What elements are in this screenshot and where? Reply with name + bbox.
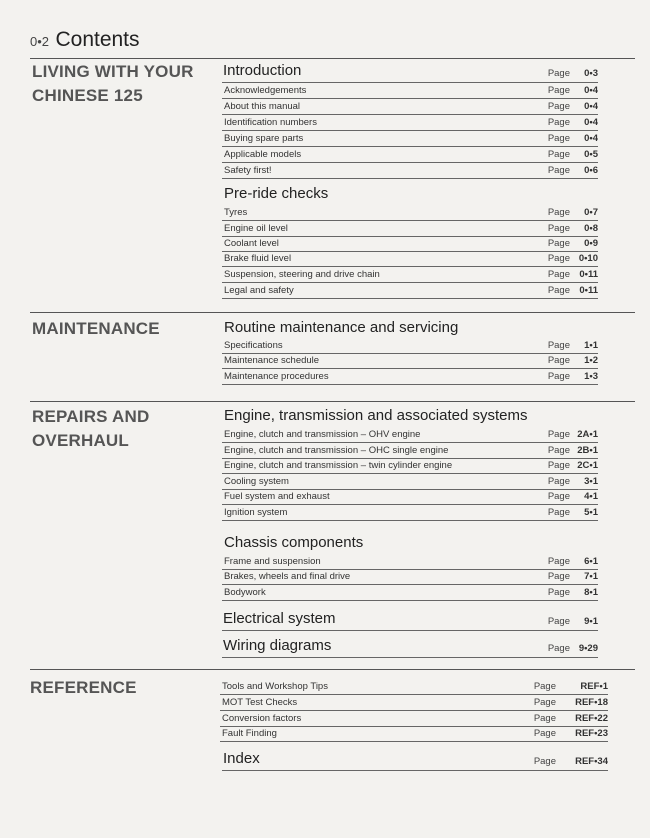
toc-entry[interactable] <box>222 131 598 147</box>
toc-entry[interactable] <box>222 369 598 385</box>
entry-label: Conversion factors <box>222 713 302 724</box>
wiring-diagrams-row[interactable] <box>222 637 598 658</box>
page-word: Page <box>547 445 570 456</box>
page-ref: 0•4 <box>584 133 598 144</box>
entry-label: Maintenance schedule <box>224 355 320 366</box>
page-word: Page <box>533 713 556 724</box>
toc-entry[interactable] <box>222 221 598 237</box>
page-word: Page <box>547 556 570 567</box>
page-ref: 0•3 <box>584 68 598 79</box>
page-word: Page <box>547 355 570 366</box>
page-ref: 0•11 <box>579 285 598 296</box>
page-ref: REF•34 <box>575 756 608 767</box>
electrical-system-title: Electrical system <box>223 610 336 627</box>
entry-label: Specifications <box>224 340 283 351</box>
introduction-row[interactable] <box>222 62 598 83</box>
page-word: Page <box>533 756 556 767</box>
page-ref: 2B•1 <box>577 445 598 456</box>
toc-entry[interactable] <box>222 458 598 474</box>
page-ref: 0•7 <box>584 207 598 218</box>
page-word: Page <box>547 207 570 218</box>
page-ref: 0•4 <box>584 117 598 128</box>
page-word: Page <box>547 429 570 440</box>
toc-entry[interactable] <box>222 83 598 99</box>
page-ref: 4•1 <box>584 491 598 502</box>
entry-label: Engine, clutch and transmission – OHV engine <box>224 429 421 440</box>
index-title: Index <box>223 750 260 767</box>
toc-entry[interactable] <box>222 554 598 570</box>
toc-entry[interactable] <box>220 726 608 742</box>
group-title-chassis: Chassis components <box>224 534 364 551</box>
page-word: Page <box>547 587 570 598</box>
entry-label: Buying spare parts <box>224 133 304 144</box>
page-ref: 2A•1 <box>577 429 598 440</box>
page-ref: REF•1 <box>580 681 608 692</box>
divider <box>30 58 635 59</box>
entry-label: Engine, clutch and transmission – twin cylinder engine <box>224 460 453 471</box>
toc-entry[interactable] <box>222 443 598 459</box>
page-ref: 9•29 <box>578 643 598 654</box>
page-ref: REF•23 <box>575 728 608 739</box>
page-ref: 8•1 <box>584 587 598 598</box>
page-ref: 1•2 <box>584 355 598 366</box>
page-ref: 0•8 <box>584 223 598 234</box>
page-ref: 3•1 <box>584 476 598 487</box>
page-ref: 1•3 <box>584 371 598 382</box>
entry-label: Fuel system and exhaust <box>224 491 330 502</box>
group-title-routine: Routine maintenance and servicing <box>224 319 459 336</box>
divider <box>30 669 635 670</box>
page-ref: 0•4 <box>584 101 598 112</box>
entry-label: Identification numbers <box>224 117 317 128</box>
page-header <box>30 28 140 52</box>
group-title-engine: Engine, transmission and associated systems <box>224 407 528 424</box>
introduction-title: Introduction <box>223 62 302 79</box>
entry-label: Brakes, wheels and final drive <box>224 571 351 582</box>
toc-entry[interactable] <box>222 115 598 131</box>
index-row[interactable] <box>222 750 608 771</box>
page-ref: 1•1 <box>584 340 598 351</box>
entry-label: MOT Test Checks <box>222 697 298 708</box>
entry-label: Tools and Workshop Tips <box>222 681 328 692</box>
page-word: Page <box>547 101 570 112</box>
entry-label: Frame and suspension <box>224 556 321 567</box>
toc-entry[interactable] <box>222 147 598 163</box>
toc-entry[interactable] <box>222 283 598 299</box>
entry-label: Tyres <box>224 207 248 218</box>
page-word: Page <box>547 371 570 382</box>
entry-label: Coolant level <box>224 238 279 249</box>
page-word: Page <box>547 253 570 264</box>
section-title-reference: REFERENCE <box>30 678 137 697</box>
page-word: Page <box>547 149 570 160</box>
page-word: Page <box>547 269 570 280</box>
page-word: Page <box>547 165 570 176</box>
toc-entry[interactable] <box>220 679 608 695</box>
page-word: Page <box>547 133 570 144</box>
toc-entry[interactable] <box>220 711 608 727</box>
entry-label: Applicable models <box>224 149 302 160</box>
wiring-diagrams-title: Wiring diagrams <box>223 637 332 654</box>
toc-entry[interactable] <box>222 569 598 585</box>
page-word: Page <box>547 571 570 582</box>
toc-entry[interactable] <box>222 236 598 252</box>
toc-entry[interactable] <box>222 99 598 115</box>
page-word: Page <box>547 616 570 627</box>
toc-entry[interactable] <box>222 163 598 179</box>
page-ref: 6•1 <box>584 556 598 567</box>
page-ref: 5•1 <box>584 507 598 518</box>
section-title-maintenance: MAINTENANCE <box>32 319 160 338</box>
entry-label: Suspension, steering and drive chain <box>224 269 380 280</box>
entry-label: Bodywork <box>224 587 266 598</box>
page-word: Page <box>533 681 556 692</box>
entry-label: About this manual <box>224 101 301 112</box>
page-ref: 2C•1 <box>577 460 598 471</box>
section-title-repairs: REPAIRS AND OVERHAUL <box>32 407 150 450</box>
entry-label: Engine oil level <box>224 223 288 234</box>
entry-label: Fault Finding <box>222 728 277 739</box>
page-ref: 0•11 <box>579 269 598 280</box>
page-word: Page <box>547 643 570 654</box>
toc-entry[interactable] <box>222 251 598 267</box>
divider <box>30 401 635 402</box>
entry-label: Ignition system <box>224 507 288 518</box>
page-word: Page <box>547 223 570 234</box>
toc-entry[interactable] <box>222 267 598 283</box>
section-title-living: LIVING WITH YOUR CHINESE 125 <box>32 62 194 105</box>
entry-label: Cooling system <box>224 476 289 487</box>
page-ref: 0•4 <box>584 85 598 96</box>
toc-entry[interactable] <box>222 474 598 490</box>
toc-entry[interactable] <box>222 489 598 505</box>
toc-entry[interactable] <box>222 338 598 354</box>
page-ref: REF•18 <box>575 697 608 708</box>
divider <box>30 312 635 313</box>
page-ref: 0•6 <box>584 165 598 176</box>
page-ref: REF•22 <box>575 713 608 724</box>
page-word: Page <box>547 507 570 518</box>
toc-entry[interactable] <box>222 205 598 221</box>
entry-label: Brake fluid level <box>224 253 292 264</box>
page-ref: 9•1 <box>584 616 598 627</box>
entry-label: Safety first! <box>224 165 272 176</box>
toc-entry[interactable] <box>220 695 608 711</box>
page-word: Page <box>547 117 570 128</box>
page-title: Contents <box>55 28 140 51</box>
page-word: Page <box>547 285 570 296</box>
group-title-preride: Pre-ride checks <box>224 185 329 202</box>
page-word: Page <box>547 238 570 249</box>
page-word: Page <box>533 728 556 739</box>
page-ref: 0•10 <box>578 253 598 264</box>
page-word: Page <box>533 697 556 708</box>
toc-entry[interactable] <box>222 585 598 601</box>
page-ref: 7•1 <box>584 571 598 582</box>
page-ref: 0•5 <box>584 149 598 160</box>
entry-label: Maintenance procedures <box>224 371 329 382</box>
entry-label: Legal and safety <box>224 285 294 296</box>
page-ref: 0•9 <box>584 238 598 249</box>
page-word: Page <box>547 340 570 351</box>
toc-entry[interactable] <box>222 427 598 443</box>
toc-entry[interactable] <box>222 505 598 521</box>
toc-entry[interactable] <box>222 353 598 369</box>
page-word: Page <box>547 476 570 487</box>
page-word: Page <box>547 491 570 502</box>
page-number: 0•2 <box>30 34 50 49</box>
page-word: Page <box>547 460 570 471</box>
electrical-system-row[interactable] <box>222 610 598 631</box>
page-word: Page <box>547 85 570 96</box>
page-word: Page <box>547 68 570 79</box>
entry-label: Acknowledgements <box>224 85 307 96</box>
entry-label: Engine, clutch and transmission – OHC single engine <box>224 445 449 456</box>
